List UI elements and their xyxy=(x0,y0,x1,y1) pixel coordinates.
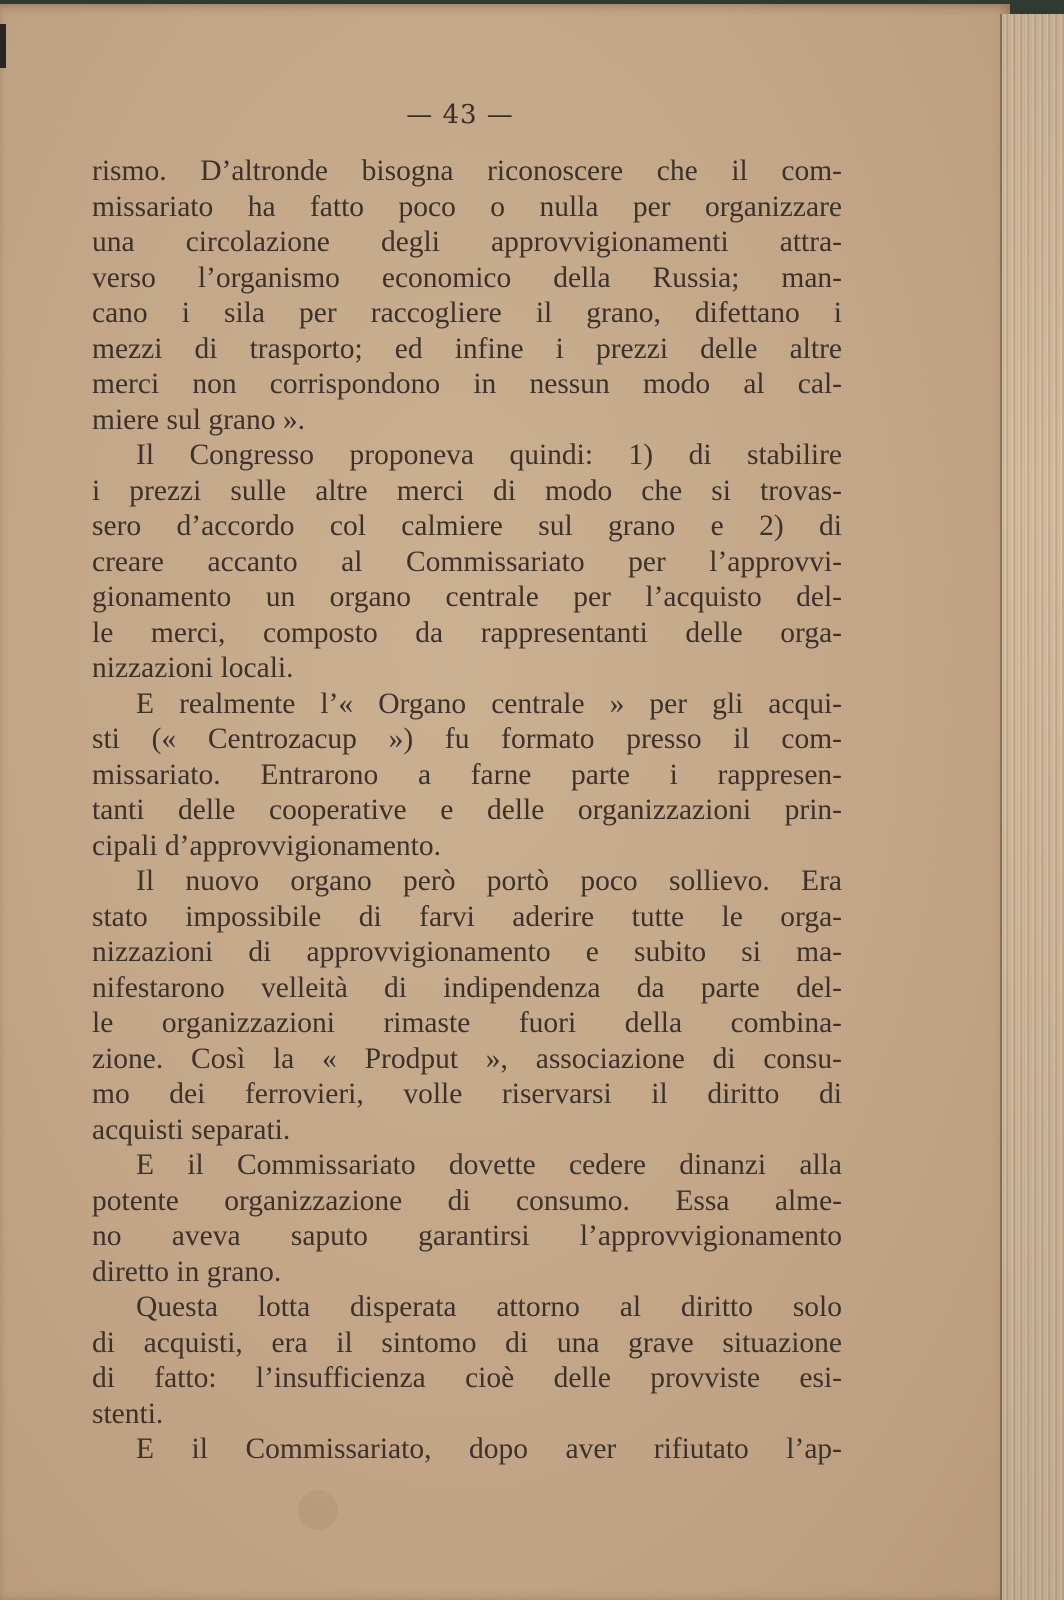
text-line: gionamento un organo centrale per l’acquisto del- xyxy=(92,581,842,613)
text-line: Il Congresso proponeva quindi: 1) di stabilire xyxy=(136,439,842,471)
text-line: potente organizzazione di consumo. Essa alme- xyxy=(92,1184,842,1217)
text-line: sti (« Centrozacup ») fu formato presso il com- xyxy=(92,723,842,755)
text-line: stato impossibile di farvi aderire tutte le orga- xyxy=(92,900,842,933)
text-line: stenti. xyxy=(92,1397,164,1430)
text-line: Il nuovo organo però portò poco sollievo. Era xyxy=(136,865,842,897)
text-line: diretto in grano. xyxy=(92,1255,282,1288)
text-line: sero d’accordo col calmiere sul grano e 2) di xyxy=(92,510,842,542)
text-line: cano i sila per raccogliere il grano, difettano i xyxy=(92,297,842,329)
body-text xyxy=(92,154,842,1468)
text-line: creare accanto al Commissariato per l’approvvi- xyxy=(92,545,842,578)
text-line: cipali d’approvvigionamento. xyxy=(92,829,441,862)
text-line: missariato ha fatto poco o nulla per organizzare xyxy=(92,190,842,223)
text-line: i prezzi sulle altre merci di modo che si trovas- xyxy=(92,474,842,507)
page-sheet xyxy=(0,4,1010,1600)
text-line: nifestarono velleità di indipendenza da parte del- xyxy=(92,971,842,1004)
text-line: E il Commissariato dovette cedere dinanzi alla xyxy=(136,1149,842,1181)
text-line: miere sul grano ». xyxy=(92,403,305,436)
text-line: verso l’organismo economico della Russia; man- xyxy=(92,261,842,294)
text-line: E realmente l’« Organo centrale » per gli acqui- xyxy=(136,687,842,720)
text-line: una circolazione degli approvvigionamenti attra- xyxy=(92,226,842,258)
text-line: tanti delle cooperative e delle organizzazioni prin- xyxy=(92,794,842,826)
text-line: zione. Così la « Prodput », associazione di consu- xyxy=(92,1042,842,1075)
text-line: mo dei ferrovieri, volle riservarsi il diritto di xyxy=(92,1078,842,1110)
text-line: Questa lotta disperata attorno al diritto solo xyxy=(136,1291,842,1323)
text-line: E il Commissariato, dopo aver rifiutato l’ap- xyxy=(136,1433,842,1465)
paper-stain xyxy=(298,1490,338,1530)
text-line: no aveva saputo garantirsi l’approvvigionamento xyxy=(92,1220,842,1252)
text-line: le merci, composto da rappresentanti delle orga- xyxy=(92,616,842,649)
text-line: nizzazioni di approvvigionamento e subito si ma- xyxy=(92,936,842,968)
text-line: di acquisti, era il sintomo di una grave situazione xyxy=(92,1326,842,1359)
text-line: mezzi di trasporto; ed infine i prezzi delle altre xyxy=(92,332,842,365)
text-line: nizzazioni locali. xyxy=(92,652,294,684)
text-line: le organizzazioni rimaste fuori della combina- xyxy=(92,1007,842,1039)
text-line: missariato. Entrarono a farne parte i rappresen- xyxy=(92,758,842,791)
text-line: di fatto: l’insufficienza cioè delle provviste esi- xyxy=(92,1362,842,1394)
binding-mark xyxy=(0,24,6,68)
text-line: merci non corrispondono in nessun modo al cal- xyxy=(92,368,842,400)
text-line: rismo. D’altronde bisogna riconoscere che il com- xyxy=(92,155,842,187)
text-line: acquisti separati. xyxy=(92,1113,291,1146)
page-edges-shadow xyxy=(1000,14,1064,1600)
page-number: — 43 — xyxy=(406,100,514,130)
